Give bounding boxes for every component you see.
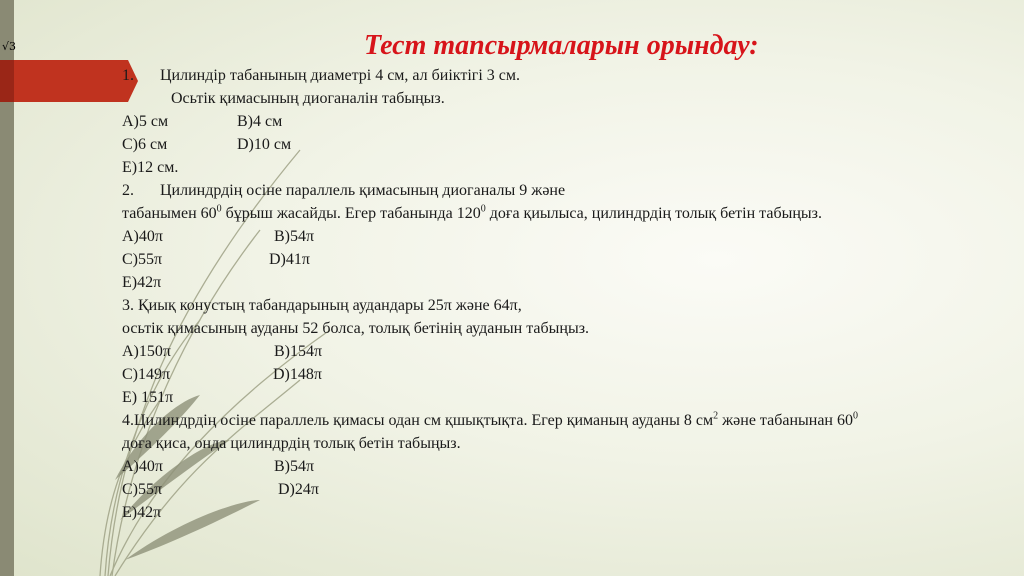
question-4-text: 4.Цилиндрдің осіне параллель қимасы одан см қшықтықта. Егер қиманың ауданы 8 $см^2$ және табанынан $60^0$: [122, 410, 858, 429]
question-1: [122, 66, 521, 86]
option-a: A)150π: [122, 343, 171, 360]
question-4-text-2: доға қиса, онда цилиндрдің толық бетін табыңыз.: [122, 435, 461, 452]
question-2-text-2: табанымен $60^0$ бұрыш жасайды. Егер табанында $120^0$ доға қиылыса, цилиндрдің толық бетін табыңыз.: [122, 203, 822, 222]
option-e: E)42π: [122, 274, 162, 291]
option-b: B)54π: [274, 458, 315, 475]
sqrt-note: √3: [2, 40, 17, 53]
question-1-number: 1.: [122, 67, 134, 84]
option-b: B)54π: [274, 228, 315, 245]
question-3-text-2: осьтік қимасының ауданы 52 болса, толық бетінің ауданын табыңыз.: [122, 320, 590, 337]
question-3-text: 3. Қиық конустың табандарының аудандары 25π және 64π,: [122, 297, 522, 314]
option-c: C)55π: [122, 481, 163, 498]
option-a: A)40π: [122, 458, 163, 475]
option-b: B)154π: [274, 343, 323, 360]
option-d: D)24π: [278, 481, 319, 498]
option-c: C)149π: [122, 366, 171, 383]
question-2: [122, 181, 566, 201]
question-1-text: Цилиндір табанының диаметрі 4 см, ал биіктігі 3 см.: [160, 67, 521, 84]
option-b: B)4 см: [237, 113, 283, 130]
question-2-number: 2.: [122, 182, 134, 199]
accent-bar: [0, 60, 138, 102]
page-title: Тест тапсырмаларын орындау:: [364, 30, 759, 61]
option-e: E)12 см.: [122, 159, 179, 176]
option-d: D)10 см: [237, 136, 292, 153]
option-c: C)6 см: [122, 136, 168, 153]
question-2-text: Цилиндрдің осіне параллель қимасының диоганалы 9 және: [160, 182, 566, 199]
option-e: E) 151π: [122, 389, 174, 406]
option-e: E)42π: [122, 504, 162, 521]
option-c: C)55π: [122, 251, 163, 268]
option-a: A)40π: [122, 228, 163, 245]
option-a: A)5 см: [122, 113, 169, 130]
question-1-text-2: Осьтік қимасының диоганалін табыңыз.: [171, 90, 445, 107]
option-d: D)41π: [269, 251, 310, 268]
option-d: D)148π: [273, 366, 322, 383]
